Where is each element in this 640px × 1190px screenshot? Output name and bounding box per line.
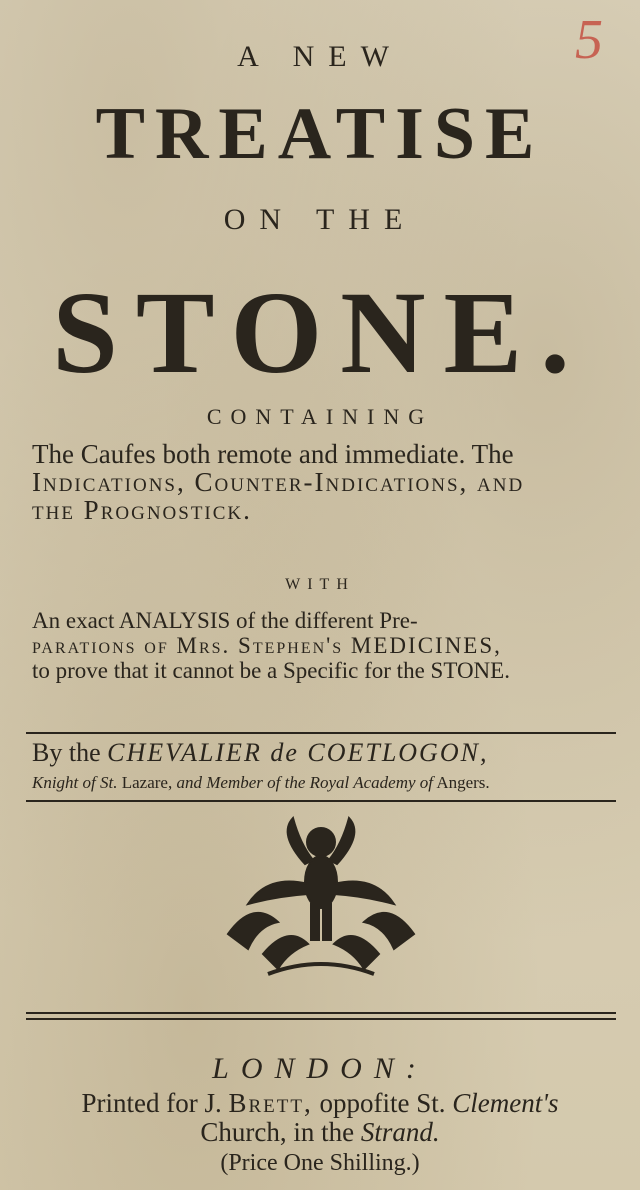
imprint-printed-part-4: Clement's — [452, 1088, 559, 1118]
analysis-line-3: to prove that it cannot be a Specific for the STONE. — [32, 658, 510, 683]
rule-middle — [26, 800, 616, 802]
imprint-printed-part-3: oppofite St. — [319, 1088, 446, 1118]
imprint-printed-line — [0, 1088, 640, 1119]
rule-lower-2 — [26, 1018, 616, 1020]
affiliation-part-2: St. — [100, 773, 118, 792]
imprint-church-line — [0, 1117, 640, 1148]
title-line-a-new: A NEW — [237, 40, 403, 73]
contents-line-2: Indications, Counter-Indications, and — [32, 467, 525, 497]
affiliation-part-6: Angers. — [436, 773, 490, 792]
author-prefix: By the — [32, 738, 101, 767]
contents-line-1: The Caufes both remote and immediate. The — [32, 439, 514, 469]
affiliation-part-1: Knight of — [32, 773, 96, 792]
affiliation-part-4: and — [176, 773, 202, 792]
imprint-price: (Price One Shilling.) — [220, 1150, 420, 1176]
contents-line-3: the Prognostick. — [32, 495, 252, 525]
imprint-printed-part-2: Brett, — [228, 1088, 313, 1118]
analysis-paragraph — [32, 608, 612, 683]
imprint-church-part-2: Strand. — [360, 1117, 440, 1147]
imprint-printed-part-1: Printed for J. — [81, 1088, 222, 1118]
with-heading: WITH — [285, 576, 355, 593]
title-line-on-the: ON THE — [223, 203, 417, 236]
imprint-church-part-1: Church, in the — [200, 1117, 355, 1147]
containing-heading: CONTAINING — [206, 404, 434, 429]
putto-ornament-icon — [208, 804, 434, 984]
contents-paragraph — [32, 440, 612, 524]
author-name: CHEVALIER de COETLOGON, — [107, 738, 489, 767]
imprint-place: LONDON: — [212, 1052, 428, 1085]
rule-lower-1 — [26, 1012, 616, 1014]
affiliation-part-5: Member of the Royal Academy of — [206, 773, 433, 792]
author-line — [32, 738, 612, 768]
analysis-line-2: parations of Mrs. Stephen's MEDICINES, — [32, 633, 502, 658]
title-line-stone: STONE. — [52, 267, 588, 398]
rule-top — [26, 732, 616, 734]
analysis-line-1: An exact ANALYSIS of the different Pre- — [32, 608, 418, 633]
library-stamp: 5 — [575, 9, 603, 71]
title-line-treatise: TREATISE — [95, 93, 545, 175]
affiliation-part-3: Lazare, — [121, 773, 173, 792]
author-affiliation — [32, 773, 612, 793]
